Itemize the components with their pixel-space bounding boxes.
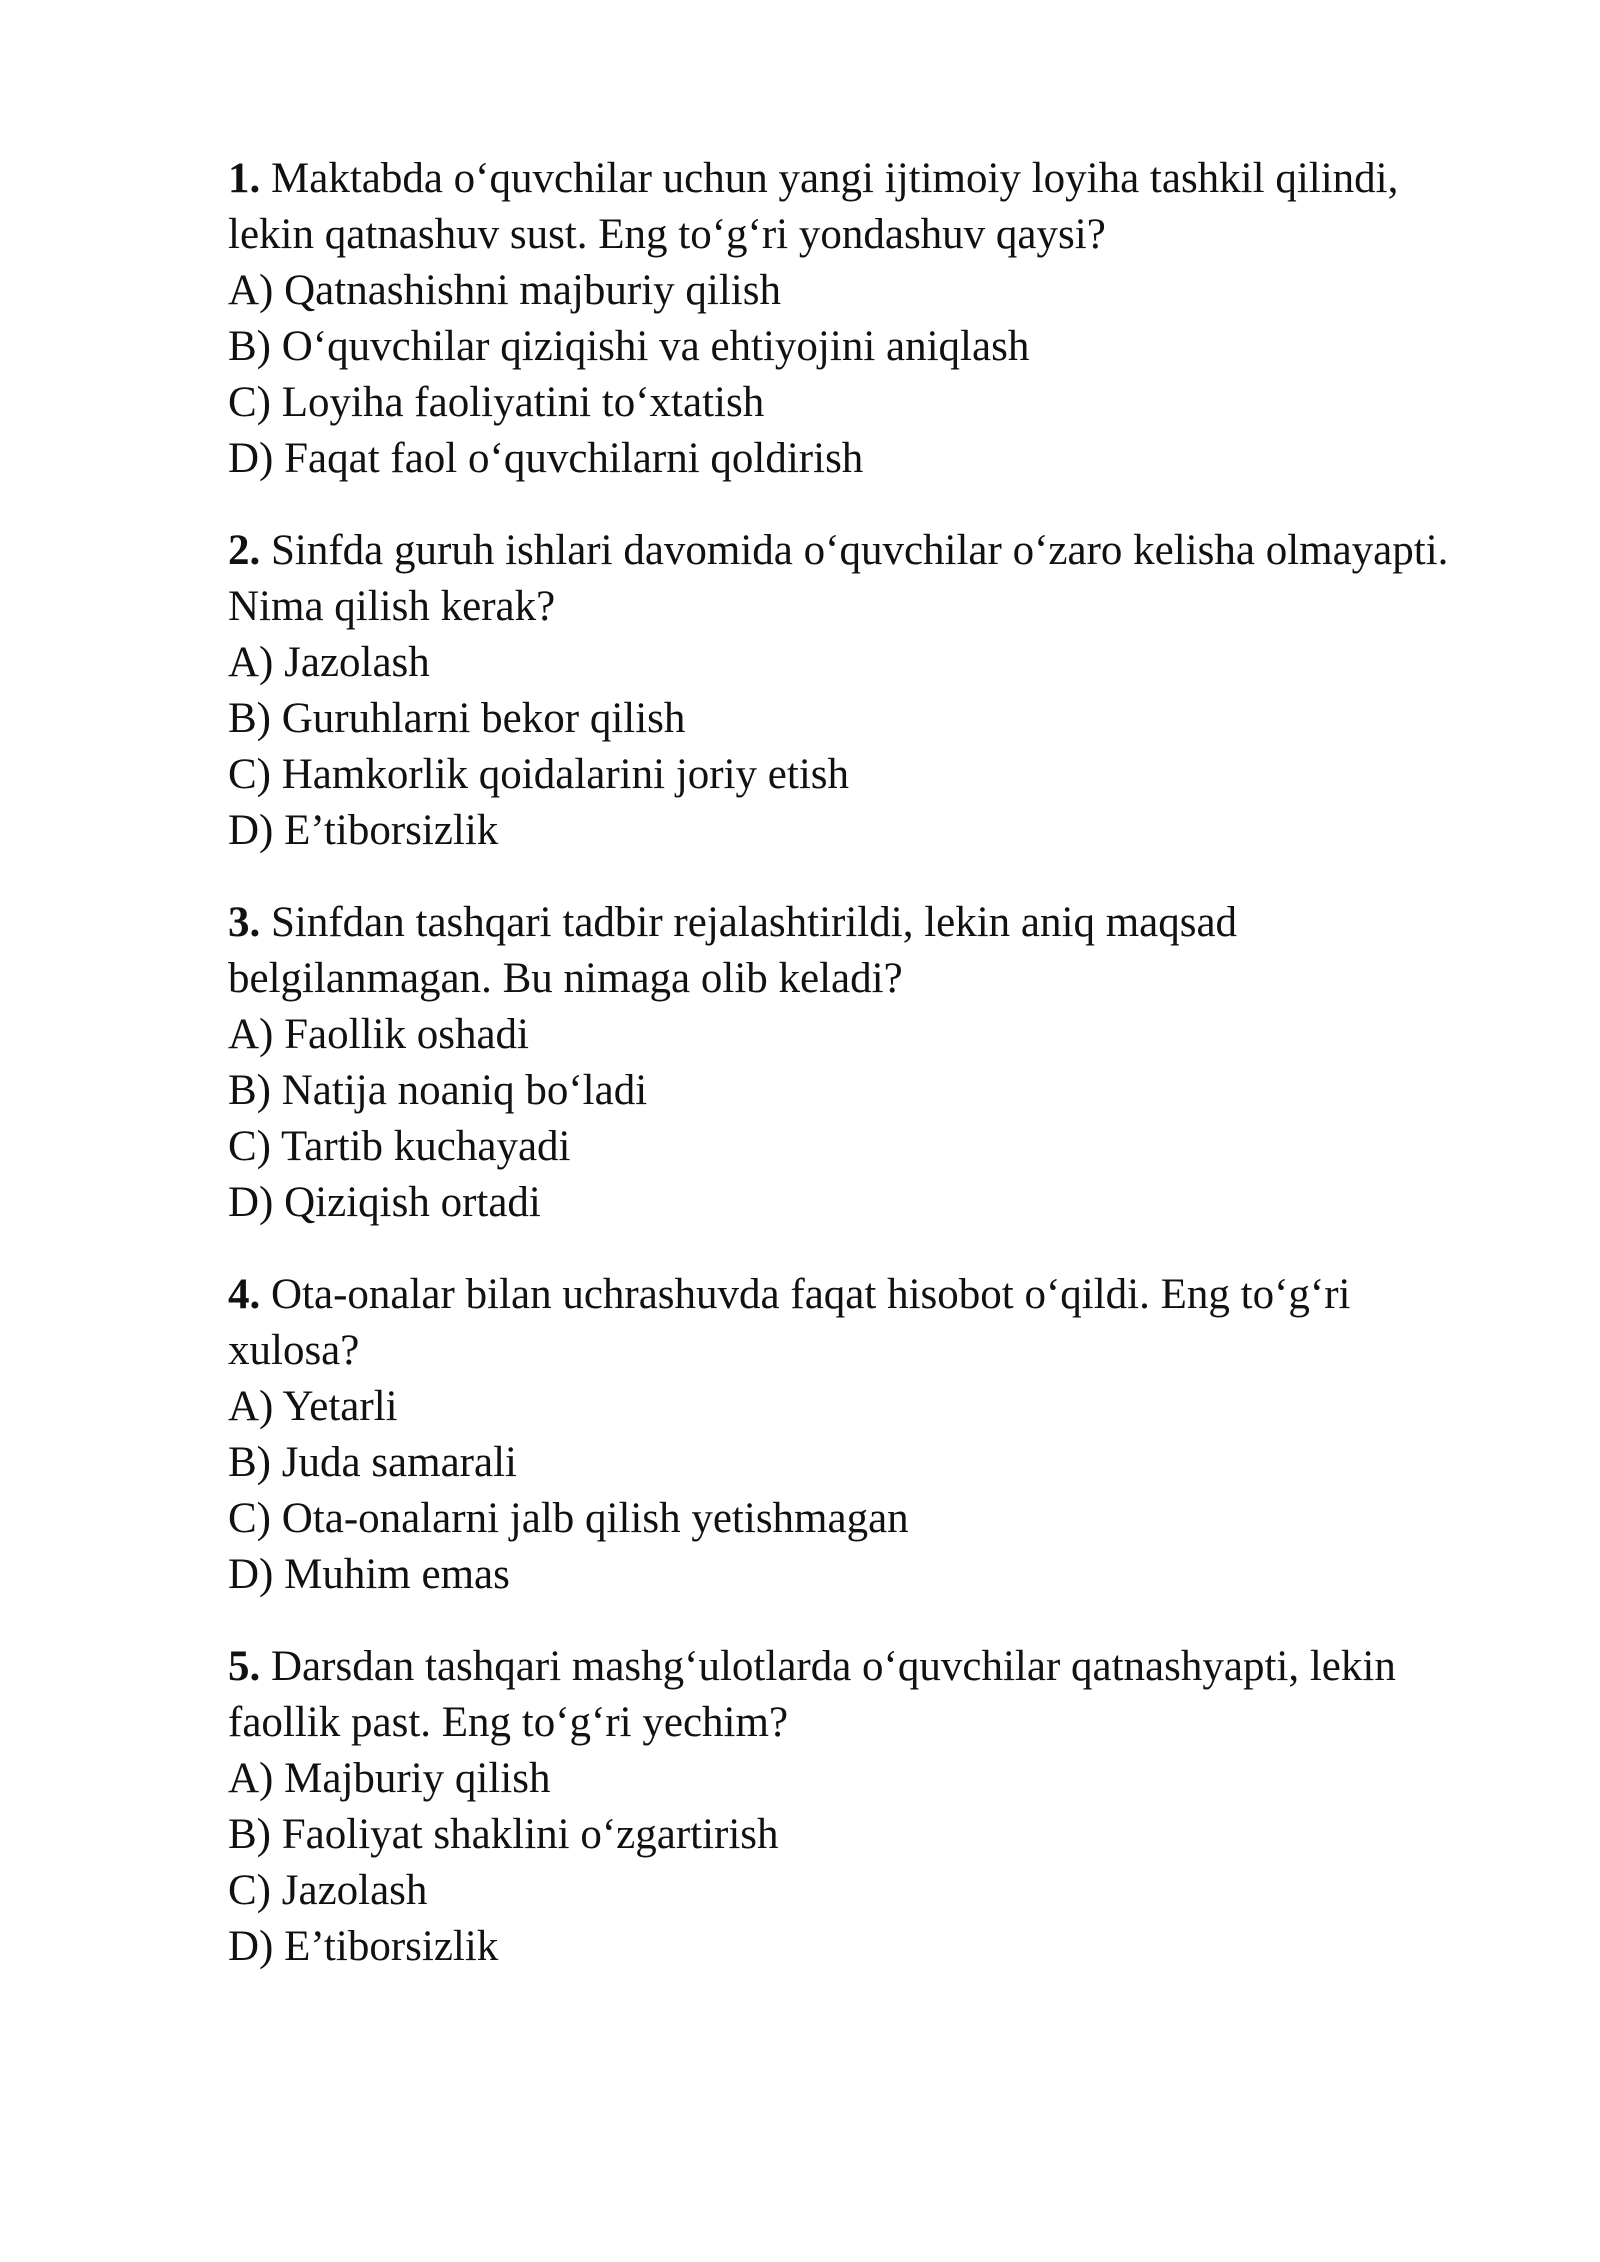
question-text bbox=[228, 1639, 1478, 1751]
option-a: A) Qatnashishni majburiy qilish bbox=[228, 267, 781, 314]
question-number: 2. bbox=[228, 527, 261, 574]
question-number: 5. bbox=[228, 1643, 261, 1690]
option-d: D) Faqat faol o‘quvchilarni qoldirish bbox=[228, 435, 864, 482]
question-text bbox=[228, 151, 1478, 263]
question-text bbox=[228, 1267, 1478, 1379]
question-prompt: Maktabda o‘quvchilar uchun yangi ijtimoiy loyiha tashkil qilindi, lekin qatnashuv sust. Eng to‘g‘ri yondashuv qaysi? bbox=[228, 155, 1399, 258]
question-3 bbox=[228, 895, 1478, 1231]
option-b: B) O‘quvchilar qiziqishi va ehtiyojini aniqlash bbox=[228, 323, 1030, 370]
option-d: D) Qiziqish ortadi bbox=[228, 1179, 541, 1226]
question-2 bbox=[228, 523, 1478, 859]
answer-options bbox=[228, 1379, 1478, 1603]
question-4 bbox=[228, 1267, 1478, 1603]
question-number: 4. bbox=[228, 1271, 261, 1318]
option-a: A) Majburiy qilish bbox=[228, 1755, 551, 1802]
question-number: 3. bbox=[228, 899, 261, 946]
answer-options bbox=[228, 263, 1478, 487]
answer-options bbox=[228, 635, 1478, 859]
option-d: D) E’tiborsizlik bbox=[228, 1923, 499, 1970]
document-page bbox=[228, 151, 1478, 2011]
question-prompt: Sinfda guruh ishlari davomida o‘quvchilar o‘zaro kelisha olmayapti. Nima qilish kerak? bbox=[228, 527, 1449, 630]
option-a: A) Yetarli bbox=[228, 1383, 398, 1430]
option-c: C) Ota-onalarni jalb qilish yetishmagan bbox=[228, 1495, 909, 1542]
question-prompt: Ota-onalar bilan uchrashuvda faqat hisobot o‘qildi. Eng to‘g‘ri xulosa? bbox=[228, 1271, 1351, 1374]
question-prompt: Darsdan tashqari mashg‘ulotlarda o‘quvchilar qatnashyapti, lekin faollik past. Eng to‘g‘ri yechim? bbox=[228, 1643, 1396, 1746]
option-a: A) Jazolash bbox=[228, 639, 430, 686]
question-text bbox=[228, 895, 1478, 1007]
answer-options bbox=[228, 1007, 1478, 1231]
question-prompt: Sinfdan tashqari tadbir rejalashtirildi, lekin aniq maqsad belgilanmagan. Bu nimaga olib keladi? bbox=[228, 899, 1238, 1002]
option-c: C) Tartib kuchayadi bbox=[228, 1123, 571, 1170]
option-d: D) E’tiborsizlik bbox=[228, 807, 499, 854]
option-c: C) Loyiha faoliyatini to‘xtatish bbox=[228, 379, 765, 426]
option-a: A) Faollik oshadi bbox=[228, 1011, 529, 1058]
option-b: B) Faoliyat shaklini o‘zgartirish bbox=[228, 1811, 779, 1858]
option-b: B) Natija noaniq bo‘ladi bbox=[228, 1067, 648, 1114]
option-c: C) Hamkorlik qoidalarini joriy etish bbox=[228, 751, 850, 798]
option-b: B) Guruhlarni bekor qilish bbox=[228, 695, 686, 742]
question-number: 1. bbox=[228, 155, 261, 202]
question-1 bbox=[228, 151, 1478, 487]
option-c: C) Jazolash bbox=[228, 1867, 428, 1914]
question-text bbox=[228, 523, 1478, 635]
answer-options bbox=[228, 1751, 1478, 1975]
question-5 bbox=[228, 1639, 1478, 1975]
option-d: D) Muhim emas bbox=[228, 1551, 510, 1598]
option-b: B) Juda samarali bbox=[228, 1439, 517, 1486]
